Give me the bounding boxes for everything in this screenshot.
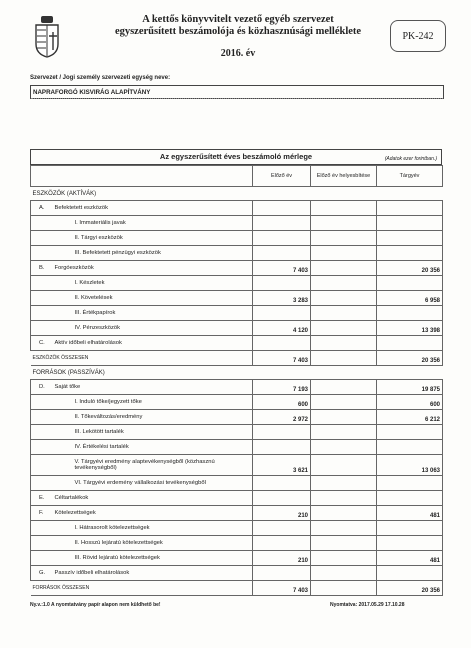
balance-row: [31, 246, 443, 261]
value-current-year[interactable]: 20 356: [377, 351, 443, 366]
value-correction[interactable]: [311, 216, 377, 231]
value-current-year[interactable]: [377, 491, 443, 506]
value-prev-year[interactable]: [253, 231, 311, 246]
form-title-line2: egyszerűsített beszámolója és közhasznúsági melléklete: [114, 26, 362, 37]
row-label: Saját tőke: [53, 380, 253, 395]
value-prev-year[interactable]: 7 403: [253, 581, 311, 596]
row-indent: [31, 246, 53, 261]
row-label: IV. Értékelési tartalék: [53, 440, 253, 455]
value-correction[interactable]: [311, 306, 377, 321]
value-correction[interactable]: [311, 521, 377, 536]
value-current-year[interactable]: [377, 425, 443, 440]
balance-row: [31, 551, 443, 566]
balance-row: [31, 566, 443, 581]
balance-row: [31, 506, 443, 521]
value-prev-year[interactable]: 2 972: [253, 410, 311, 425]
row-code: E.: [31, 491, 53, 506]
row-label: II. Tárgyi eszközök: [53, 231, 253, 246]
row-indent: [31, 276, 53, 291]
row-indent: [31, 395, 53, 410]
column-header-row: [31, 166, 443, 187]
value-current-year[interactable]: 481: [377, 506, 443, 521]
value-current-year[interactable]: 20 356: [377, 261, 443, 276]
balance-row: [31, 261, 443, 276]
balance-sheet-body: [31, 166, 443, 596]
row-label: II. Tőkeváltozás/eredmény: [53, 410, 253, 425]
section-label: ESZKÖZÖK (AKTÍVÁK): [31, 187, 443, 201]
org-name-field[interactable]: NAPRAFORGÓ KISVIRÁG ALAPÍTVÁNY: [30, 85, 444, 99]
value-prev-year[interactable]: 210: [253, 506, 311, 521]
row-code: A.: [31, 201, 53, 216]
value-current-year[interactable]: [377, 536, 443, 551]
value-correction[interactable]: [311, 506, 377, 521]
value-correction[interactable]: [311, 425, 377, 440]
header-blank: [31, 166, 253, 187]
coat-of-arms-icon: [34, 16, 60, 58]
form-code-badge: PK-242: [390, 20, 446, 52]
balance-sheet-table: [30, 165, 443, 596]
value-correction[interactable]: [311, 231, 377, 246]
footer-version-note: Ny.v.:1.0 A nyomtatvány papír alapon nem küldhető be!: [30, 602, 161, 608]
value-prev-year[interactable]: [253, 276, 311, 291]
row-label: III. Befektetett pénzügyi eszközök: [53, 246, 253, 261]
value-correction[interactable]: [311, 291, 377, 306]
row-label: V. Tárgyévi eredmény alaptevékenységből (közhasznú tevékenységből): [53, 455, 253, 476]
value-correction[interactable]: [311, 491, 377, 506]
balance-sheet-title-row: [30, 149, 442, 165]
value-current-year[interactable]: 481: [377, 551, 443, 566]
balance-row: [31, 201, 443, 216]
balance-row: [31, 536, 443, 551]
form-title: [88, 14, 388, 38]
row-indent: [31, 410, 53, 425]
value-correction[interactable]: [311, 246, 377, 261]
value-prev-year[interactable]: [253, 536, 311, 551]
value-correction[interactable]: [311, 536, 377, 551]
value-current-year[interactable]: [377, 306, 443, 321]
balance-row: [31, 291, 443, 306]
value-prev-year[interactable]: [253, 476, 311, 491]
row-label: I. Immateriális javak: [53, 216, 253, 231]
balance-row: [31, 380, 443, 395]
row-label: Passzív időbeli elhatárolások: [53, 566, 253, 581]
value-correction[interactable]: [311, 581, 377, 596]
value-correction[interactable]: [311, 476, 377, 491]
balance-row: [31, 410, 443, 425]
row-code: B.: [31, 261, 53, 276]
value-current-year[interactable]: 13 063: [377, 455, 443, 476]
row-label: FORRÁSOK ÖSSZESEN: [31, 581, 253, 596]
row-indent: [31, 425, 53, 440]
balance-row: [31, 395, 443, 410]
section-header-row: [31, 187, 443, 201]
balance-row: [31, 476, 443, 491]
value-prev-year[interactable]: [253, 491, 311, 506]
value-correction[interactable]: [311, 440, 377, 455]
row-label: Befektetett eszközök: [53, 201, 253, 216]
value-prev-year[interactable]: 3 283: [253, 291, 311, 306]
value-prev-year[interactable]: 600: [253, 395, 311, 410]
value-current-year[interactable]: 13 398: [377, 321, 443, 336]
balance-sheet-title: Az egyszerűsített éves beszámoló mérlege: [159, 152, 313, 161]
row-indent: [31, 521, 53, 536]
value-prev-year[interactable]: 210: [253, 551, 311, 566]
value-correction[interactable]: [311, 336, 377, 351]
row-label: II. Hosszú lejáratú kötelezettségek: [53, 536, 253, 551]
value-prev-year[interactable]: [253, 216, 311, 231]
value-correction[interactable]: [311, 566, 377, 581]
row-indent: [31, 476, 53, 491]
col-header-correction: Előző év helyesbítése: [311, 166, 377, 187]
section-label: FORRÁSOK (PASSZÍVÁK): [31, 366, 443, 380]
value-prev-year[interactable]: [253, 440, 311, 455]
form-title-line1: A kettős könyvvitelt vezető egyéb szervezet: [142, 14, 334, 25]
value-correction[interactable]: [311, 261, 377, 276]
row-label: Aktív időbeli elhatárolások: [53, 336, 253, 351]
row-indent: [31, 291, 53, 306]
value-correction[interactable]: [311, 276, 377, 291]
value-prev-year[interactable]: [253, 246, 311, 261]
value-prev-year[interactable]: 7 403: [253, 261, 311, 276]
row-indent: [31, 306, 53, 321]
row-indent: [31, 321, 53, 336]
value-current-year[interactable]: 6 212: [377, 410, 443, 425]
value-prev-year[interactable]: 4 120: [253, 321, 311, 336]
value-prev-year[interactable]: 3 621: [253, 455, 311, 476]
row-indent: [31, 231, 53, 246]
balance-row: [31, 306, 443, 321]
row-label: Forgóeszközök: [53, 261, 253, 276]
value-prev-year[interactable]: [253, 201, 311, 216]
row-label: III. Értékpapírok: [53, 306, 253, 321]
row-label: I. Hátrasorolt kötelezettségek: [53, 521, 253, 536]
row-label: ESZKÖZÖK ÖSSZESEN: [31, 351, 253, 366]
balance-row: [31, 440, 443, 455]
value-current-year[interactable]: [377, 231, 443, 246]
col-header-prev: Előző év: [253, 166, 311, 187]
value-correction[interactable]: [311, 321, 377, 336]
value-current-year[interactable]: 19 875: [377, 380, 443, 395]
value-current-year[interactable]: 20 356: [377, 581, 443, 596]
value-prev-year[interactable]: [253, 425, 311, 440]
row-code: C.: [31, 336, 53, 351]
value-correction[interactable]: [311, 455, 377, 476]
value-correction[interactable]: [311, 201, 377, 216]
value-correction[interactable]: [311, 395, 377, 410]
row-code: F.: [31, 506, 53, 521]
row-code: D.: [31, 380, 53, 395]
row-label: III. Rövid lejáratú kötelezettségek: [53, 551, 253, 566]
value-current-year[interactable]: [377, 336, 443, 351]
row-indent: [31, 551, 53, 566]
balance-row: [31, 216, 443, 231]
balance-row: [31, 491, 443, 506]
value-correction[interactable]: [311, 410, 377, 425]
value-current-year[interactable]: [377, 521, 443, 536]
value-correction[interactable]: [311, 380, 377, 395]
footer-print-date: Nyomtatva: 2017.05.29 17.10.28: [330, 602, 405, 608]
row-indent: [31, 216, 53, 231]
balance-row: [31, 425, 443, 440]
balance-row: [31, 276, 443, 291]
value-prev-year[interactable]: 7 403: [253, 351, 311, 366]
row-label: IV. Pénzeszközök: [53, 321, 253, 336]
balance-row: [31, 521, 443, 536]
value-prev-year[interactable]: [253, 521, 311, 536]
row-label: Kötelezettségek: [53, 506, 253, 521]
value-correction[interactable]: [311, 351, 377, 366]
row-label: VI. Tárgyévi erdemény vállalkozási tevékenységből: [53, 476, 253, 491]
value-correction[interactable]: [311, 551, 377, 566]
value-current-year[interactable]: [377, 201, 443, 216]
value-current-year[interactable]: [377, 216, 443, 231]
row-label: II. Követelések: [53, 291, 253, 306]
total-row: [31, 351, 443, 366]
balance-row: [31, 231, 443, 246]
balance-row: [31, 321, 443, 336]
row-label: I. Induló tőke/jegyzett tőke: [53, 395, 253, 410]
row-indent: [31, 536, 53, 551]
value-current-year[interactable]: 6 958: [377, 291, 443, 306]
row-label: III. Lekötött tartalék: [53, 425, 253, 440]
balance-row: [31, 336, 443, 351]
value-prev-year[interactable]: [253, 566, 311, 581]
row-label: Céltartalékok: [53, 491, 253, 506]
value-current-year[interactable]: [377, 566, 443, 581]
value-current-year[interactable]: [377, 246, 443, 261]
row-code: G.: [31, 566, 53, 581]
report-year: 2016. év: [220, 48, 256, 59]
value-current-year[interactable]: [377, 276, 443, 291]
row-indent: [31, 455, 53, 476]
value-prev-year[interactable]: [253, 336, 311, 351]
value-prev-year[interactable]: 7 193: [253, 380, 311, 395]
row-indent: [31, 440, 53, 455]
org-name-label: Szervezet / Jogi személy szervezeti egység neve:: [30, 75, 171, 81]
form-header: [28, 12, 446, 68]
section-header-row: [31, 366, 443, 380]
value-current-year[interactable]: 600: [377, 395, 443, 410]
col-header-current: Tárgyév: [377, 166, 443, 187]
total-row: [31, 581, 443, 596]
value-current-year[interactable]: [377, 476, 443, 491]
row-label: I. Készletek: [53, 276, 253, 291]
value-current-year[interactable]: [377, 440, 443, 455]
balance-row: [31, 455, 443, 476]
unit-note: (Adatok ezer forintban.): [384, 156, 437, 162]
value-prev-year[interactable]: [253, 306, 311, 321]
